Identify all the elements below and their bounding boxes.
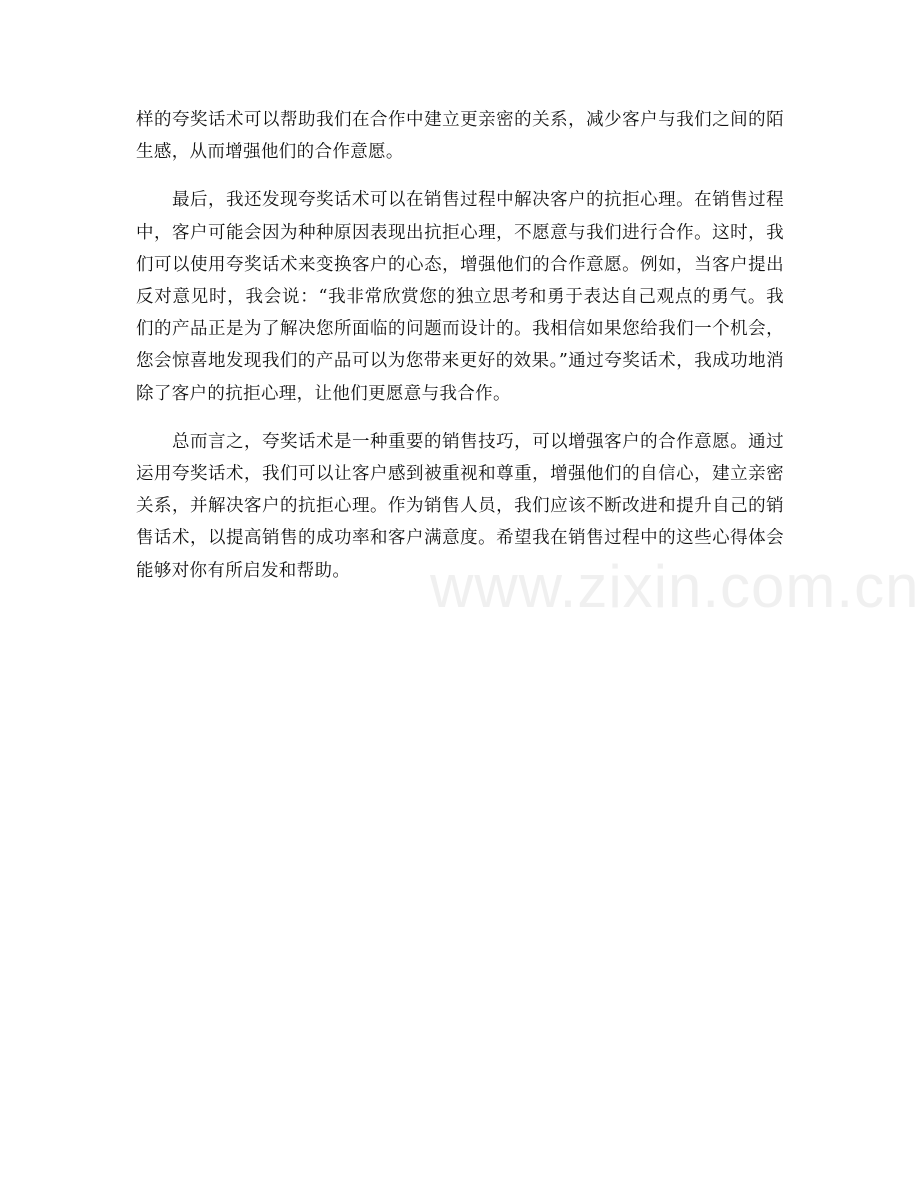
document-body — [136, 104, 784, 587]
watermark: www.zixin.com.cn — [430, 553, 920, 620]
paragraph-conclusion: 总而言之，夸奖话术是一种重要的销售技巧，可以增强客户的合作意愿。通过运用夸奖话术，我们可以让客户感到被重视和尊重，增强他们的自信心，建立亲密关系，并解决客户的抗拒心理。作为销售人员，我们应该不断改进和提升自己的销售话术，以提高销售的成功率和客户满意度。希望我在销售过程中的这些心得体会能够对你有所启发和帮助。 — [136, 431, 784, 581]
paragraph-continuation: 样的夸奖话术可以帮助我们在合作中建立更亲密的关系，减少客户与我们之间的陌生感，从而增强他们的合作意愿。 — [136, 110, 784, 163]
paragraph-resistance: 最后，我还发现夸奖话术可以在销售过程中解决客户的抗拒心理。在销售过程中，客户可能会因为种种原因表现出抗拒心理，不愿意与我们进行合作。这时，我们可以使用夸奖话术来变换客户的心态，增强他们的合作意愿。例如，当客户提出反对意见时，我会说：“我非常欣赏您的独立思考和勇于表达自己观点的勇气。我们的产品正是为了解决您所面临的问题而设计的。我相信如果您给我们一个机会，您会惊喜地发现我们的产品可以为您带来更好的效果。”通过夸奖话术，我成功地消除了客户的抗拒心理，让他们更愿意与我合作。 — [136, 190, 784, 404]
